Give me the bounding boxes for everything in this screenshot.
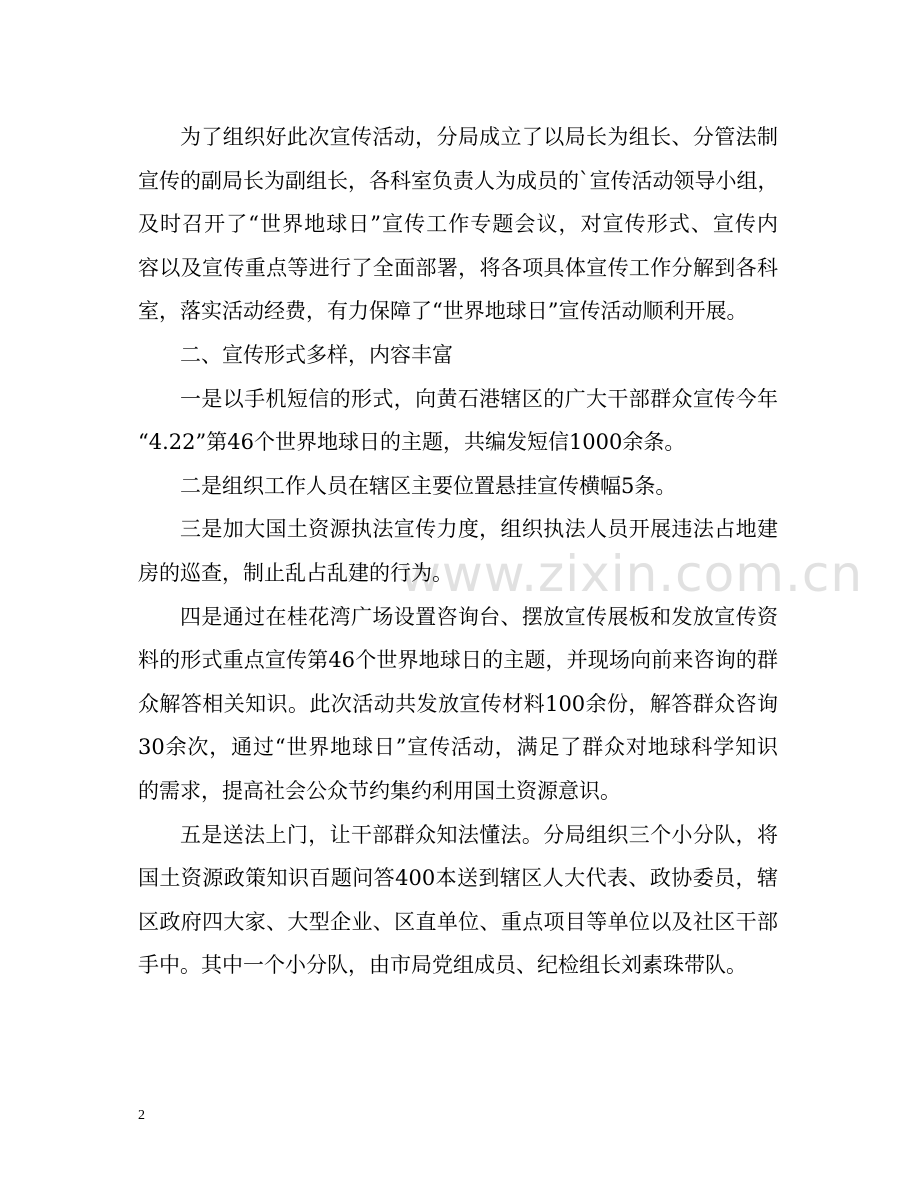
document-body <box>138 116 778 988</box>
page-number: 2 <box>138 1108 145 1123</box>
paragraph-line: 为了组织好此次宣传活动，分局成立了以局长为组长、分管法制 <box>180 125 778 149</box>
section-heading: 二、宣传形式多样，内容丰富 <box>180 342 453 367</box>
paragraph-consultation <box>138 596 778 814</box>
paragraph-line: 手中。其中一个小分队，由市局党组成员、纪检组长刘素珠带队。 <box>138 953 747 978</box>
paragraph-line: 一是以手机短信的形式，向黄石港辖区的广大干部群众宣传今年 <box>180 386 778 411</box>
paragraph-enforcement <box>138 508 778 595</box>
paragraph-line: 众解答相关知识。此次活动共发放宣传材料100余份，解答群众咨询 <box>138 691 778 716</box>
paragraph-line: 及时召开了“世界地球日”宣传工作专题会议，对宣传形式、宣传内 <box>138 212 778 237</box>
paragraph-sms <box>138 378 778 465</box>
paragraph-line: 五是送法上门，让干部群众知法懂法。分局组织三个小分队，将 <box>180 822 778 847</box>
paragraph-line: 料的形式重点宣传第46个世界地球日的主题，并现场向前来咨询的群 <box>138 648 778 673</box>
paragraph-line: 宣传的副局长为副组长，各科室负责人为成员的`宣传活动领导小组， <box>138 168 779 193</box>
paragraph-organization <box>138 116 778 334</box>
paragraph-line: 室，落实活动经费，有力保障了“世界地球日”宣传活动顺利开展。 <box>138 299 748 324</box>
paragraph-line: 国土资源政策知识百题问答400本送到辖区人大代表、政协委员，辖 <box>138 866 778 891</box>
paragraph-line: 四是通过在桂花湾广场设置咨询台、摆放宣传展板和发放宣传资 <box>180 604 778 629</box>
paragraph-line: 容以及宣传重点等进行了全面部署，将各项具体宣传工作分解到各科 <box>138 255 778 280</box>
paragraph-line: 的需求，提高社会公众节约集约利用国土资源意识。 <box>138 778 621 803</box>
paragraph-line: 30余次，通过“世界地球日”宣传活动，满足了群众对地球科学知识 <box>138 735 778 760</box>
watermark: www.zixin.com.cn <box>400 545 864 603</box>
paragraph-line: “4.22”第46个世界地球日的主题，共编发短信1000余条。 <box>138 430 686 455</box>
paragraph-line: 区政府四大家、大型企业、区直单位、重点项目等单位以及社区干部 <box>138 909 778 934</box>
paragraph-delivery <box>138 814 778 988</box>
paragraph-line: 二是组织工作人员在辖区主要位置悬挂宣传横幅5条。 <box>180 473 677 498</box>
paragraph-line: 三是加大国土资源执法宣传力度，组织执法人员开展违法占地建 <box>180 517 778 542</box>
paragraph-banners <box>138 465 778 509</box>
paragraph-line: 房的巡查，制止乱占乱建的行为。 <box>138 560 453 585</box>
